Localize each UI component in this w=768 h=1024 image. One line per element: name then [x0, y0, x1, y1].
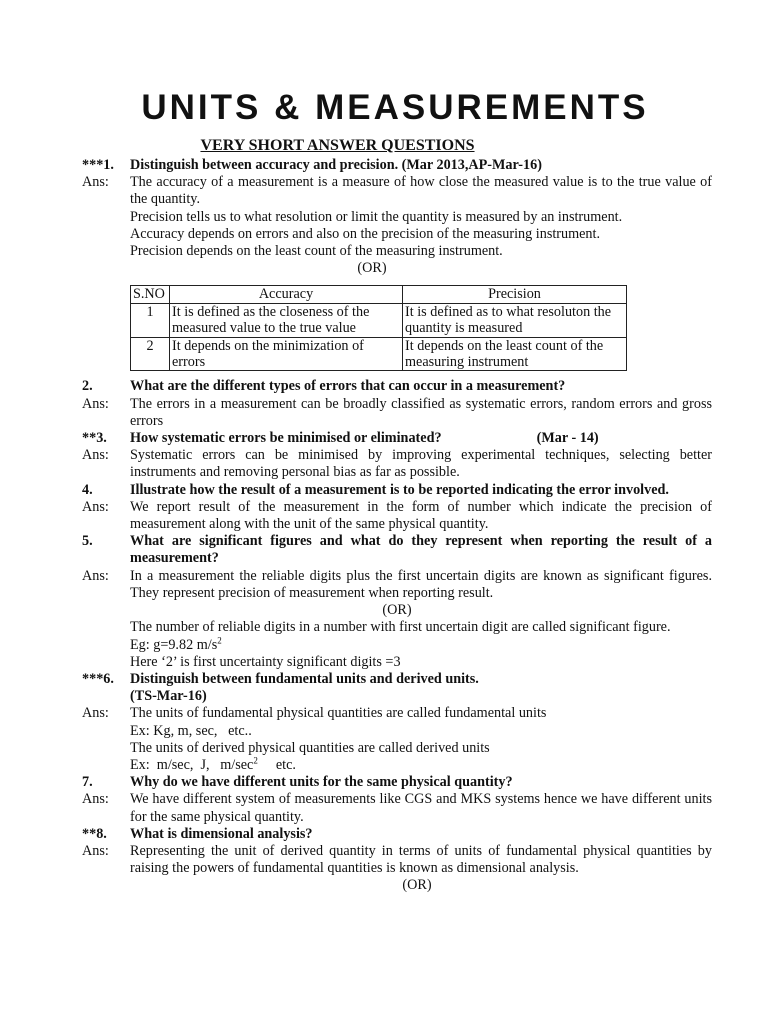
answer-label: Ans: [82, 705, 109, 722]
answer-text: The units of fundamental physical quantities are called fundamental units [130, 705, 547, 722]
page-title: UNITS & MEASUREMENTS [141, 88, 649, 127]
question-text: How systematic errors be minimised or eliminated? [130, 430, 442, 447]
answer-text: In a measurement the reliable digits plus the first uncertain digits are known as significant figures. They represent precision of measurement when reporting result. [130, 567, 712, 601]
answer-label: Ans: [82, 174, 109, 191]
question-8 [82, 826, 712, 843]
answer-7 [82, 791, 712, 825]
table-cell: It is defined as to what resoluton the quantity is measured [403, 303, 627, 337]
question-number: 2. [82, 378, 93, 395]
answer-1-line: Precision tells us to what resolution or limit the quantity is measured by an instrument. [130, 208, 623, 225]
table-row [131, 337, 627, 371]
question-1 [82, 157, 712, 174]
example-line: Ex: Kg, m, sec, etc.. [130, 722, 252, 739]
answer-8 [82, 843, 712, 877]
answer-2 [82, 396, 712, 430]
superscript: 2 [253, 755, 258, 766]
table-header: Accuracy [170, 286, 403, 303]
table-cell: It is defined as the closeness of the measured value to the true value [170, 303, 403, 337]
answer-1-line: Precision depends on the least count of the measuring instrument. [130, 243, 503, 260]
or-separator: (OR) [357, 260, 387, 277]
table-cell: It depends on the minimization of errors [170, 337, 403, 371]
answer-text: Systematic errors can be minimised by improving experimental techniques, selecting better instruments and removing personal bias as far as possible. [130, 447, 712, 481]
answer-1-line: Accuracy depends on errors and also on the precision of the measuring instrument. [130, 225, 601, 242]
question-number: 7. [82, 774, 93, 791]
answer-1 [82, 174, 712, 208]
answer-5-extra: The number of reliable digits in a number with first uncertain digit are called significant figure. [130, 619, 671, 636]
answer-text: We report result of the measurement in the form of number which indicate the precision of measurement along with the unit of the same physical quantity. [130, 498, 712, 533]
answer-text: Representing the unit of derived quantity in terms of units of fundamental physical quantities by raising the powers of fundamental quantities is known as dimensional analysis. [130, 842, 712, 877]
question-5 [82, 533, 712, 567]
answer-label: Ans: [82, 567, 109, 584]
section-subtitle: VERY SHORT ANSWER QUESTIONS [200, 137, 475, 154]
question-number: 4. [82, 481, 93, 498]
question-4 [82, 482, 712, 499]
example-line [82, 757, 712, 774]
example-text: Eg: g=9.82 m/s [130, 636, 218, 653]
table-row [131, 303, 627, 337]
question-text: What are the different types of errors that can occur in a measurement? [130, 378, 566, 395]
qa-content [82, 157, 712, 895]
answer-5 [82, 568, 712, 602]
superscript: 2 [217, 634, 222, 645]
question-7 [82, 774, 712, 791]
question-text: Distinguish between fundamental units and derived units. [130, 670, 479, 687]
question-number: ***1. [82, 157, 114, 173]
example-text: Ex: m/sec, J, m/sec [130, 756, 254, 773]
answer-label: Ans: [82, 447, 109, 464]
question-text: What are significant figures and what do they represent when reporting the result of a measurement? [130, 533, 712, 567]
table-cell: It depends on the least count of the measuring instrument [403, 337, 627, 371]
question-2 [82, 378, 712, 395]
answer-label: Ans: [82, 395, 109, 412]
or-separator: (OR) [382, 602, 412, 619]
table-cell: 2 [131, 337, 170, 371]
question-3 [82, 430, 712, 447]
example-line [82, 634, 712, 654]
exam-tag: (TS-Mar-16) [130, 688, 207, 705]
comparison-table [130, 285, 627, 371]
question-6 [82, 671, 712, 688]
question-text: Illustrate how the result of a measurement is to be reported indicating the error involved. [130, 481, 669, 498]
answer-label: Ans: [82, 498, 109, 515]
or-separator: (OR) [402, 877, 432, 894]
answer-text: The accuracy of a measurement is a measure of how close the measured value is to the true value of the quantity. [130, 174, 712, 208]
table-header: S.NO [131, 286, 170, 303]
question-number: **3. [82, 430, 107, 447]
answer-6 [82, 705, 712, 722]
question-text: Distinguish between accuracy and precision. (Mar 2013,AP-Mar-16) [130, 157, 542, 173]
table-cell: 1 [131, 303, 170, 337]
question-number: 5. [82, 533, 93, 550]
answer-3 [82, 447, 712, 481]
exam-tag: (Mar - 14) [536, 430, 599, 447]
answer-4 [82, 499, 712, 533]
answer-label: Ans: [82, 842, 109, 859]
answer-6-line: The units of derived physical quantities are called derived units [130, 739, 490, 756]
question-text: Why do we have different units for the same physical quantity? [130, 774, 513, 791]
example-text: etc. [275, 756, 296, 773]
significant-digits-note: Here ‘2’ is first uncertainty significant digits =3 [130, 653, 401, 670]
question-number: **8. [82, 825, 107, 842]
question-number: ***6. [82, 670, 114, 687]
answer-text: We have different system of measurements like CGS and MKS systems hence we have different units for the same physical quantity. [130, 791, 712, 825]
table-header: Precision [403, 286, 627, 303]
answer-label: Ans: [82, 791, 109, 808]
answer-text: The errors in a measurement can be broadly classified as systematic errors, random errors and gross errors [130, 395, 712, 429]
question-text: What is dimensional analysis? [130, 825, 313, 842]
table-header-row [131, 286, 627, 303]
